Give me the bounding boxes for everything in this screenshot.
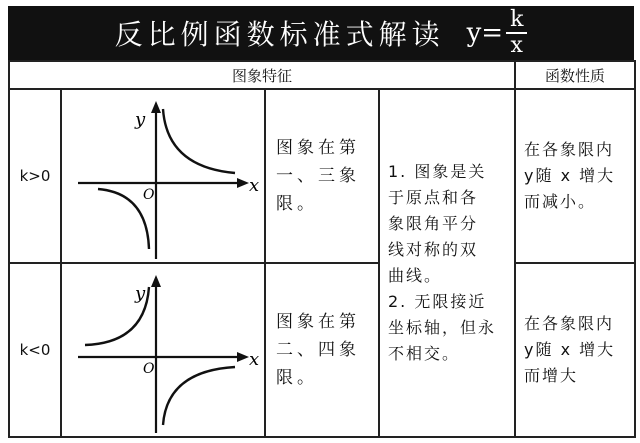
note-line: 1. 图象是关 xyxy=(388,162,487,181)
fraction-numerator: k xyxy=(506,9,527,34)
y-axis-arrow xyxy=(151,101,161,113)
quadrant-desc-positive xyxy=(265,89,379,263)
fraction xyxy=(506,9,527,57)
quadrant-line: 二、四象 xyxy=(276,340,360,360)
x-axis-arrow xyxy=(237,178,249,188)
note-line: 坐标轴，但永 xyxy=(388,318,497,337)
property-line: 而增大 xyxy=(524,366,579,385)
row-k-positive xyxy=(9,89,635,263)
k-condition-negative: k<0 xyxy=(9,263,61,437)
property-positive xyxy=(515,89,635,263)
property-line: 而减小。 xyxy=(524,192,597,211)
x-axis-label: x xyxy=(249,349,260,370)
property-line: y随 x 增大 xyxy=(524,166,616,185)
x-axis-arrow xyxy=(237,352,249,362)
formula xyxy=(467,9,528,57)
shared-notes xyxy=(379,89,515,437)
quadrant-desc-negative xyxy=(265,263,379,437)
curve-branch-q1 xyxy=(163,109,235,173)
quadrant-line: 图象在第 xyxy=(276,312,360,332)
note-line: 曲线。 xyxy=(388,266,443,285)
note-line: 线对称的双 xyxy=(388,240,479,259)
curve-branch-q4 xyxy=(163,367,235,425)
note-line: 2. 无限接近 xyxy=(388,292,487,311)
hyperbola-graph-negative xyxy=(63,265,263,435)
note-line: 象限角平分 xyxy=(388,214,479,233)
quadrant-line: 图象在第 xyxy=(276,138,360,158)
y-axis-arrow xyxy=(151,275,161,287)
curve-branch-q3 xyxy=(98,189,149,249)
quadrant-line: 限。 xyxy=(276,368,318,388)
row-k-negative xyxy=(9,263,635,437)
title-bar xyxy=(8,6,634,60)
hyperbola-graph-positive xyxy=(63,91,263,261)
header-function-properties: 函数性质 xyxy=(515,61,635,89)
header-graph-features: 图象特征 xyxy=(9,61,515,89)
properties-table xyxy=(8,60,636,438)
fraction-denominator: x xyxy=(510,33,523,58)
quadrant-line: 一、三象 xyxy=(276,166,360,186)
property-line: 在各象限内 xyxy=(524,140,615,159)
y-axis-label: y xyxy=(135,283,146,304)
origin-label: O xyxy=(143,187,155,203)
note-line: 不相交。 xyxy=(388,344,461,363)
graph-k-positive xyxy=(61,89,265,263)
note-line: 于原点和各 xyxy=(388,188,479,207)
x-axis-label: x xyxy=(249,175,260,196)
y-axis-label: y xyxy=(135,109,146,130)
property-negative xyxy=(515,263,635,437)
property-line: y随 x 增大 xyxy=(524,340,616,359)
formula-prefix: y= xyxy=(466,18,504,48)
page-title: 反比例函数标准式解读 xyxy=(114,18,445,51)
k-condition-positive: k>0 xyxy=(9,89,61,263)
property-line: 在各象限内 xyxy=(524,314,615,333)
header-row xyxy=(9,61,635,89)
quadrant-line: 限。 xyxy=(276,194,318,214)
graph-k-negative xyxy=(61,263,265,437)
origin-label: O xyxy=(143,361,155,377)
